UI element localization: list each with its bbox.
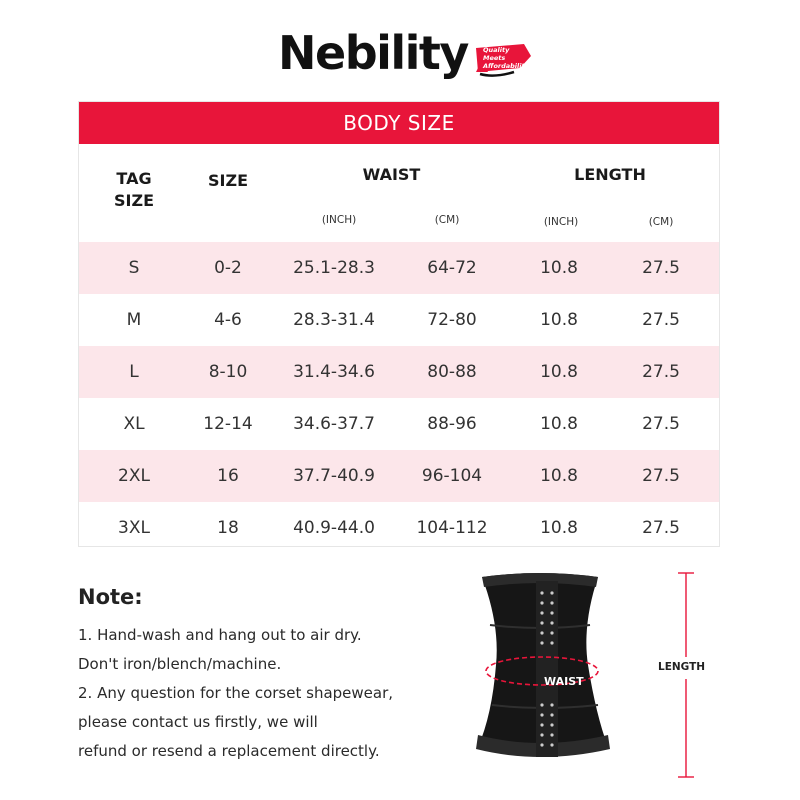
length-label: LENGTH — [658, 661, 706, 673]
subheader-waist-cm: (CM) — [434, 214, 460, 226]
corset-illustration — [470, 565, 720, 785]
cell-waist-in: 37.7-40.9 — [293, 466, 375, 486]
brand-logo — [278, 22, 538, 84]
note-line: Don't iron/blench/machine. — [78, 655, 282, 673]
tagline-word: Affordability — [483, 62, 529, 70]
cell-len-cm: 27.5 — [642, 518, 680, 538]
header-waist: WAIST — [362, 165, 421, 184]
cell-waist-cm: 80-88 — [427, 362, 477, 382]
cell-size: 16 — [217, 466, 239, 486]
note-line: 2. Any question for the corset shapewear, — [78, 684, 394, 702]
cell-len-in: 10.8 — [540, 414, 578, 434]
cell-size: 4-6 — [214, 310, 242, 330]
table-banner: BODY SIZE — [79, 102, 719, 144]
waist-label: WAIST — [544, 675, 584, 688]
cell-tag: 2XL — [118, 466, 150, 486]
cell-len-in: 10.8 — [540, 466, 578, 486]
note-title: Note: — [78, 585, 143, 609]
cell-len-cm: 27.5 — [642, 258, 680, 278]
table-row — [79, 450, 719, 502]
header-length: LENGTH — [574, 165, 646, 184]
cell-size: 0-2 — [214, 258, 242, 278]
cell-size: 18 — [217, 518, 239, 538]
tagline-word: Meets — [483, 54, 506, 62]
size-table — [78, 101, 720, 547]
subheader-waist-inch: (INCH) — [321, 214, 357, 226]
cell-waist-in: 40.9-44.0 — [293, 518, 375, 538]
tagline-word: Quality — [483, 46, 510, 54]
cell-tag: S — [128, 258, 140, 278]
cell-len-cm: 27.5 — [642, 362, 680, 382]
cell-size: 12-14 — [203, 414, 253, 434]
cell-waist-cm: 96-104 — [421, 466, 483, 486]
subheader-length-inch: (INCH) — [543, 216, 579, 228]
table-row — [79, 294, 719, 346]
table-row — [79, 242, 719, 294]
cell-tag: XL — [123, 414, 145, 434]
cell-len-cm: 27.5 — [642, 414, 680, 434]
cell-tag: M — [126, 310, 142, 330]
cell-len-in: 10.8 — [540, 362, 578, 382]
cell-tag: L — [129, 362, 139, 382]
cell-waist-cm: 88-96 — [427, 414, 477, 434]
table-row — [79, 398, 719, 450]
note-line: 1. Hand-wash and hang out to air dry. — [78, 626, 362, 644]
header-tag-size: TAG SIZE — [113, 169, 154, 210]
cell-size: 8-10 — [208, 362, 248, 382]
note-line: refund or resend a replacement directly. — [78, 742, 380, 760]
brand-tagline-badge — [474, 42, 534, 78]
cell-len-in: 10.8 — [540, 310, 578, 330]
subheader-length-cm: (CM) — [648, 216, 674, 228]
cell-waist-in: 31.4-34.6 — [293, 362, 375, 382]
cell-len-in: 10.8 — [540, 518, 578, 538]
brand-name: Nebility — [278, 26, 468, 80]
cell-waist-in: 25.1-28.3 — [293, 258, 375, 278]
table-row — [79, 502, 719, 554]
header-size: SIZE — [207, 171, 248, 190]
corset-shapewear-icon — [470, 565, 720, 785]
cell-waist-cm: 72-80 — [427, 310, 477, 330]
cell-waist-in: 34.6-37.7 — [293, 414, 375, 434]
cell-tag: 3XL — [118, 518, 150, 538]
cell-waist-cm: 104-112 — [416, 518, 488, 538]
cell-len-cm: 27.5 — [642, 466, 680, 486]
cell-len-in: 10.8 — [540, 258, 578, 278]
table-row — [79, 346, 719, 398]
cell-waist-in: 28.3-31.4 — [293, 310, 375, 330]
note-line: please contact us firstly, we will — [78, 713, 318, 731]
cell-waist-cm: 64-72 — [427, 258, 477, 278]
cell-len-cm: 27.5 — [642, 310, 680, 330]
